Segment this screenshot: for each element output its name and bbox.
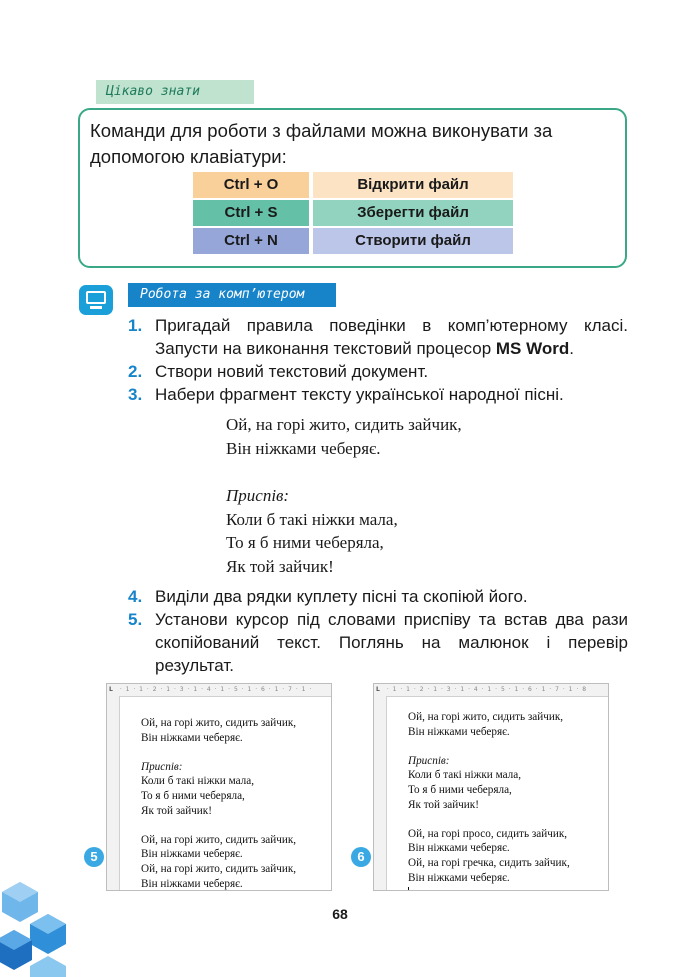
word-screenshot-6	[373, 683, 609, 891]
shortcut-action: Зберегти файл	[313, 200, 513, 226]
page-number: 68	[332, 906, 348, 922]
word-screenshot-5	[106, 683, 332, 891]
horizontal-ruler: L · 1 · 1 · 2 · 1 · 3 · 1 · 4 · 1 · 5 · 1 · 6 · 1 · 7 · 1 ·	[107, 684, 331, 697]
steps-list-bottom	[128, 585, 628, 677]
step-4: 4. Виділи два рядки куплету пісні та скопіюй його.	[128, 587, 528, 606]
shortcut-key: Ctrl + N	[193, 228, 309, 254]
steps-list-top	[128, 314, 628, 406]
document-text[interactable]: Ой, на горі жито, сидить зайчик, Він ніжками чеберяє. Приспів: Коли б такі ніжки мала, То я б ними чеберяла, Як той зайчик! Ой, на горі жито, сидить зайчик, Він ніжками чеберяє. Ой, на горі жито, сидить зайчик, Він ніжками чеберяє.	[141, 717, 297, 890]
computer-icon	[79, 285, 113, 315]
step-3: 3. Набери фрагмент тексту української народної пісні.	[128, 385, 564, 404]
shortcut-row	[193, 228, 513, 254]
figure-badge-5: 5	[84, 847, 104, 867]
info-text: Команди для роботи з файлами можна виконувати за допомогою клавіатури:	[90, 120, 553, 167]
shortcut-key: Ctrl + S	[193, 200, 309, 226]
shortcut-key: Ctrl + O	[193, 172, 309, 198]
step-1: 1. Пригадай правила поведінки в комп’ютерному класі. Запусти на виконання текстовий процесор MS Word.	[128, 316, 628, 358]
interesting-tag: Цікаво знати	[96, 80, 254, 104]
shortcut-row	[193, 200, 513, 226]
hexagon-decoration-icon	[0, 878, 82, 977]
step-5: 5. Установи курсор під словами приспіву та встав два рази скопійований текст. Поглянь на малюнок і перевір результат.	[128, 610, 628, 675]
document-text[interactable]: Ой, на горі жито, сидить зайчик, Він ніжками чеберяє. Приспів: Коли б такі ніжки мала, То я б ними чеберяла, Як той зайчик! Ой, на горі просо, сидить зайчик, Він ніжками чеберяє. Ой, на горі гречка, сидить зайчик, Він ніжками чеберяє.	[408, 710, 570, 891]
shortcut-action: Створити файл	[313, 228, 513, 254]
song-verse: Ой, на горі жито, сидить зайчик, Він ніжками чеберяє.	[226, 415, 462, 458]
shortcut-table	[193, 172, 513, 256]
horizontal-ruler: L · 1 · 1 · 2 · 1 · 3 · 1 · 4 · 1 · 5 · 1 · 6 · 1 · 7 · 1 · 8	[374, 684, 608, 697]
text-cursor	[408, 887, 409, 891]
shortcut-row	[193, 172, 513, 198]
figure-badge-6: 6	[351, 847, 371, 867]
shortcut-action: Відкрити файл	[313, 172, 513, 198]
step-2: 2. Створи новий текстовий документ.	[128, 362, 429, 381]
work-tag: Робота за комп’ютером	[128, 283, 336, 307]
vertical-ruler	[107, 696, 120, 890]
song-chorus: Приспів: Коли б такі ніжки мала, То я б ними чеберяла, Як той зайчик!	[226, 486, 398, 576]
vertical-ruler	[374, 696, 387, 890]
